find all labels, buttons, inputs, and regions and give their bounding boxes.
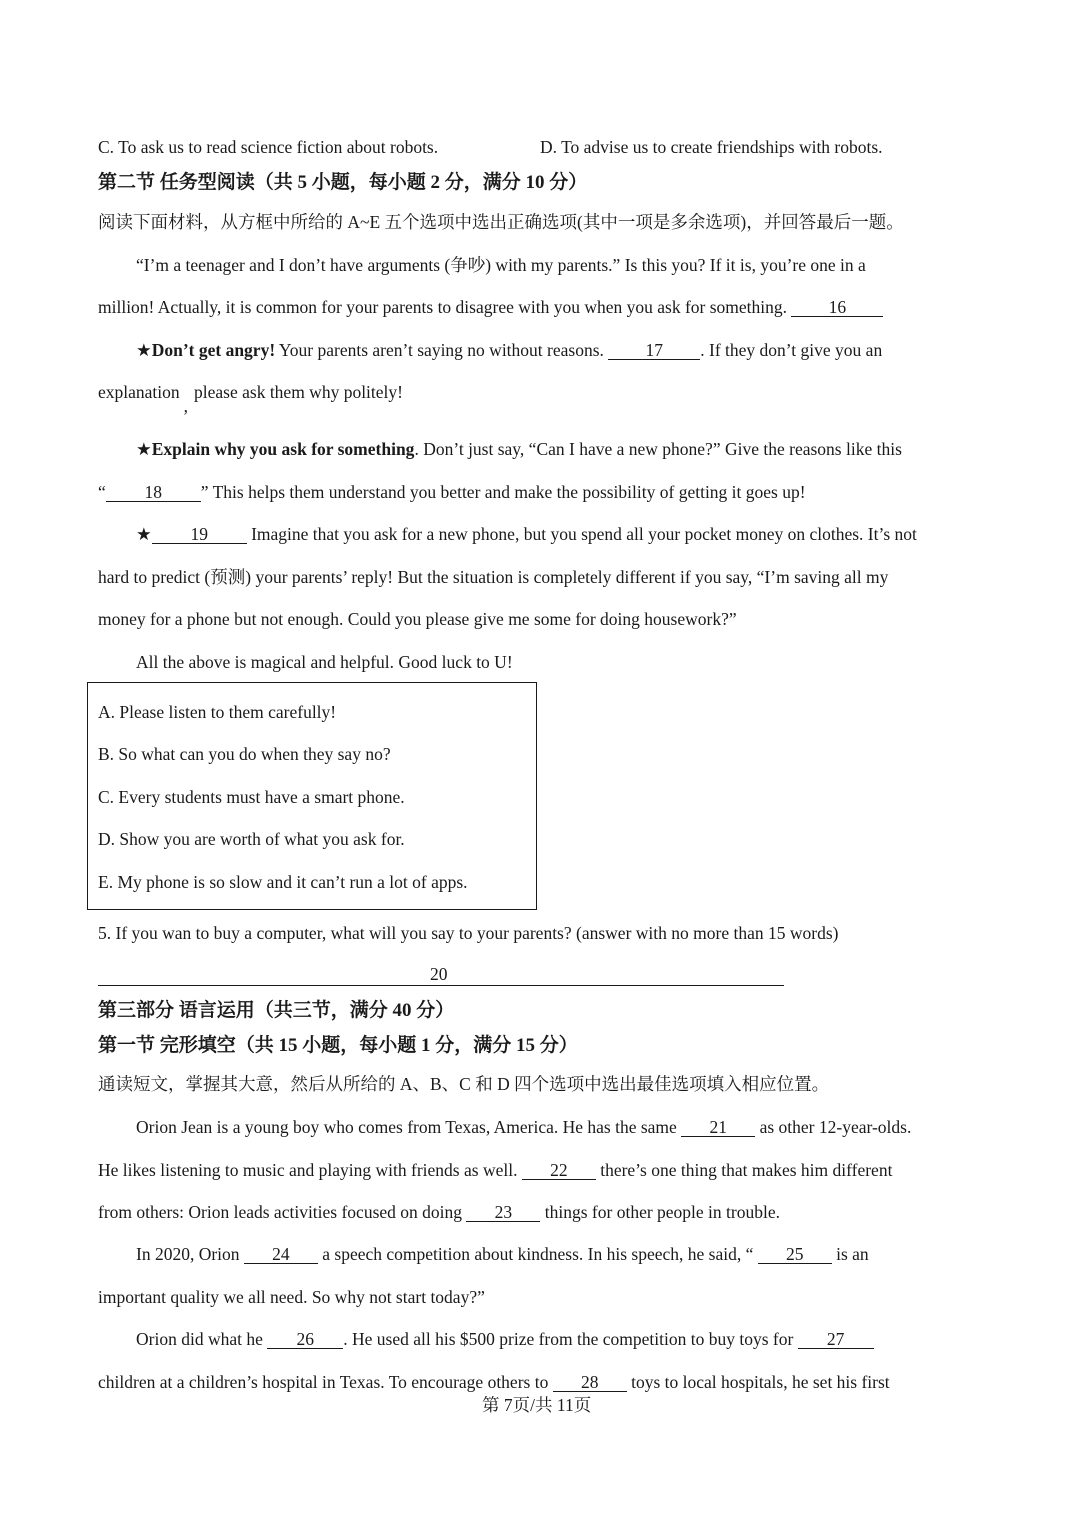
passage-line-10: All the above is magical and helpful. Good luck to U! (136, 652, 513, 672)
blank-25[interactable]: 25 (758, 1245, 832, 1264)
section2-instruction: 阅读下面材料，从方框中所给的 A~E 五个选项中选出正确选项(其中一项是多余选项)，并回答最后一题。 (98, 212, 904, 232)
tip-title: Explain why you ask for something (151, 439, 415, 459)
answer-line-20[interactable] (98, 985, 784, 986)
option-b: B. So what can you do when they say no? (98, 744, 391, 764)
passage-text: ” This helps them understand you better and make the possibility of getting it goes up! (200, 482, 806, 502)
cloze-line-7 (98, 1371, 890, 1393)
option-e: E. My phone is so slow and it can’t run a lot of apps. (98, 872, 468, 892)
passage-text: Your parents aren’t saying no without reasons. (275, 340, 604, 360)
passage-text: Imagine that you ask for a new phone, but you spend all your pocket money on clothes. It’s not (246, 524, 917, 544)
blank-16[interactable]: 16 (791, 298, 883, 317)
cloze-text: is an (836, 1244, 869, 1264)
cloze-text: Orion Jean is a young boy who comes from Texas, America. He has the same (136, 1117, 677, 1137)
cloze-line-2 (98, 1159, 892, 1181)
blank-24[interactable]: 24 (244, 1245, 318, 1264)
blank-28[interactable]: 28 (553, 1373, 627, 1392)
blank-23[interactable]: 23 (466, 1203, 540, 1222)
cloze-text: things for other people in trouble. (544, 1202, 780, 1222)
cloze-heading: 第一节 完形填空（共 15 小题，每小题 1 分，满分 15 分） (98, 1035, 578, 1056)
blank-22[interactable]: 22 (522, 1161, 596, 1180)
cloze-text: In 2020, Orion (136, 1244, 240, 1264)
cloze-line-5: important quality we all need. So why not start today?” (98, 1287, 485, 1307)
cloze-text: a speech competition about kindness. In his speech, he said, “ (322, 1244, 754, 1264)
passage-line-7 (136, 523, 917, 545)
cloze-text: . He used all his $500 prize from the competition to buy toys for (343, 1329, 794, 1349)
star-icon: ★ (136, 340, 152, 360)
tip-title: Don’t get angry! (151, 340, 276, 360)
passage-text: explanation (98, 382, 180, 402)
quote-mark: “ (98, 482, 106, 502)
blank-20-number: 20 (430, 964, 448, 984)
cloze-text: there’s one thing that makes him different (600, 1160, 893, 1180)
passage-line-2 (98, 296, 883, 318)
star-icon: ★ (136, 524, 152, 544)
blank-27[interactable]: 27 (798, 1330, 874, 1349)
passage-text: . Don’t just say, “Can I have a new phone?” Give the reasons like this (414, 439, 902, 459)
blank-18[interactable]: 18 (106, 483, 201, 502)
cloze-line-4 (136, 1243, 869, 1265)
prev-option-d: D. To advise us to create friendships with robots. (540, 137, 883, 157)
passage-line-6 (98, 481, 806, 503)
option-a: A. Please listen to them carefully! (98, 702, 337, 722)
passage-line-8: hard to predict (预测) your parents’ reply! But the situation is completely different if you say, “I’m saving all my (98, 567, 889, 587)
option-d: D. Show you are worth of what you ask for. (98, 829, 405, 849)
blank-26[interactable]: 26 (267, 1330, 343, 1349)
part3-heading: 第三部分 语言运用（共三节，满分 40 分） (98, 1000, 455, 1021)
passage-line-9: money for a phone but not enough. Could you please give me some for doing housework?” (98, 609, 737, 629)
passage-text: million! Actually, it is common for your parents to disagree with you when you ask for something. (98, 297, 788, 317)
prev-option-c: C. To ask us to read science fiction about robots. (98, 137, 439, 157)
page-footer: 第 7页/共 11页 (482, 1395, 592, 1415)
cloze-line-6 (136, 1328, 874, 1350)
cloze-text: children at a children’s hospital in Texas. To encourage others to (98, 1372, 549, 1392)
cloze-line-3 (98, 1201, 780, 1223)
passage-text: please ask them why politely! (194, 382, 403, 402)
passage-text: . If they don’t give you an (700, 340, 883, 360)
blank-17[interactable]: 17 (608, 341, 700, 360)
cloze-instruction: 通读短文，掌握其大意，然后从所给的 A、B、C 和 D 四个选项中选出最佳选项填入相应位置。 (98, 1074, 830, 1094)
blank-21[interactable]: 21 (681, 1118, 755, 1137)
cloze-text: as other 12-year-olds. (759, 1117, 912, 1137)
cloze-text: toys to local hospitals, he set his first (631, 1372, 890, 1392)
question-20: 5. If you wan to buy a computer, what will you say to your parents? (answer with no more than 15 words) (98, 923, 839, 943)
section2-heading: 第二节 任务型阅读（共 5 小题，每小题 2 分，满分 10 分） (98, 172, 588, 193)
cloze-line-1 (136, 1116, 911, 1138)
comma-mark: , (183, 396, 189, 416)
option-c: C. Every students must have a smart phone. (98, 787, 405, 807)
cloze-text: Orion did what he (136, 1329, 263, 1349)
blank-19[interactable]: 19 (152, 525, 247, 544)
passage-line-3 (136, 339, 882, 361)
passage-line-5 (136, 438, 902, 460)
cloze-text: He likes listening to music and playing with friends as well. (98, 1160, 518, 1180)
star-icon: ★ (136, 439, 152, 459)
passage-line-4 (98, 381, 403, 416)
cloze-text: from others: Orion leads activities focused on doing (98, 1202, 463, 1222)
passage-line-1: “I’m a teenager and I don’t have arguments (争吵) with my parents.” Is this you? If it is, you’re one in a (136, 255, 866, 275)
